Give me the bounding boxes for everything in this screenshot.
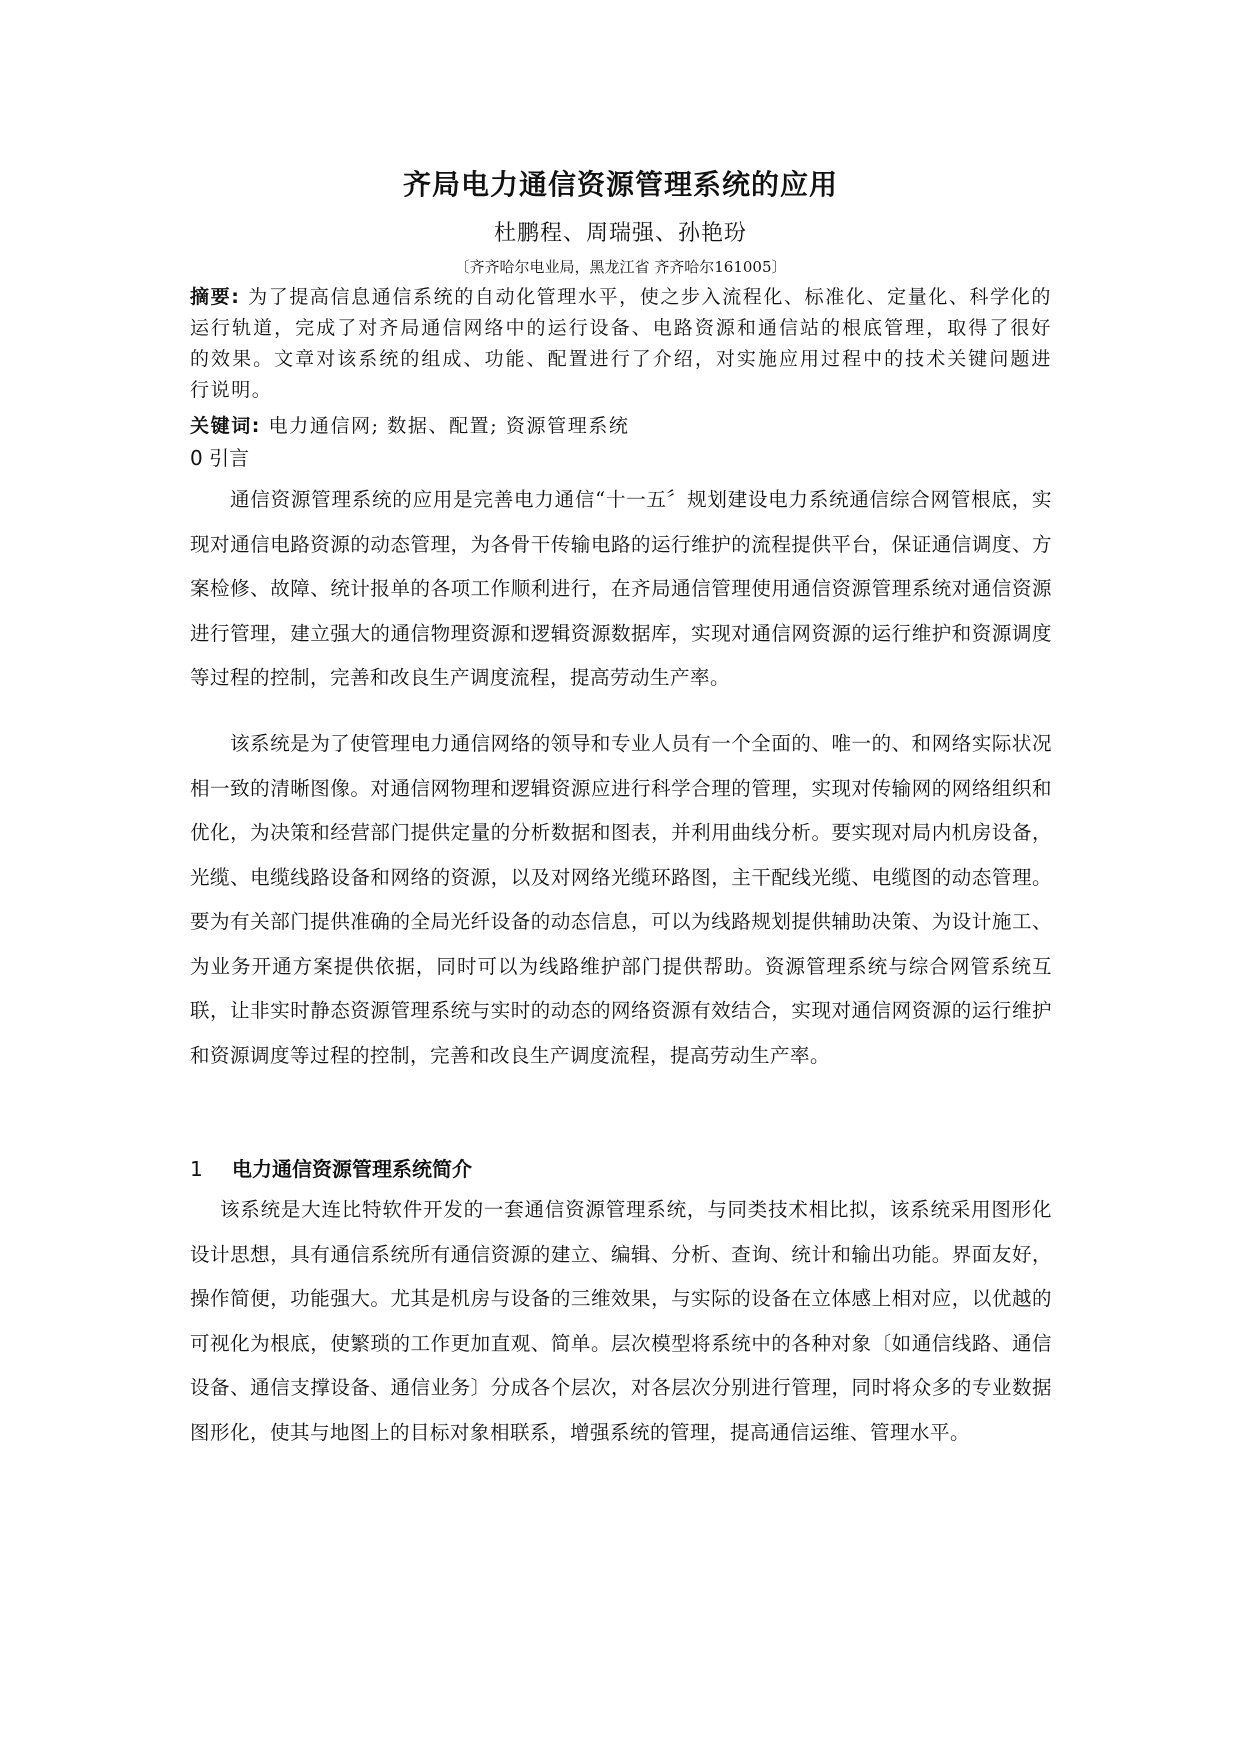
section-title: 电力通信资源管理系统简介 <box>232 1157 472 1181</box>
section-heading-intro: 0 引言 <box>190 446 250 470</box>
keywords-text: 电力通信网; 数据、配置; 资源管理系统 <box>261 415 630 437</box>
abstract <box>190 282 1052 406</box>
keywords <box>190 412 1052 440</box>
keywords-label: 关键词: <box>190 415 261 437</box>
abstract-label: 摘要: <box>190 286 241 308</box>
paragraph: 该系统是为了使管理电力通信网络的领导和专业人员有一个全面的、唯一的、和网络实际状况相一致的清晰图像。对通信网物理和逻辑资源应进行科学合理的管理，实现对传输网的网络组织和优化，为决策和经营部门提供定量的分析数据和图表，并利用曲线分析。要实现对局内机房设备，光缆、电缆线路设备和网络的资源，以及对网络光缆环路图，主干配线光缆、电缆图的动态管理。要为有关部门提供准确的全局光纤设备的动态信息，可以为线路规划提供辅助决策、为设计施工、为业务开通方案提供依据，同时可以为线路维护部门提供帮助。资源管理系统与综合网管系统互联，让非实时静态资源管理系统与实时的动态的网络资源有效结合，实现对通信网资源的运行维护和资源调度等过程的控制，完善和改良生产调度流程，提高劳动生产率。 <box>190 732 1052 1067</box>
abstract-text: 为了提高信息通信系统的自动化管理水平，使之步入流程化、标准化、定量化、科学化的运行轨道，完成了对齐局通信网络中的运行设备、电路资源和通信站的根底管理，取得了很好的效果。文章对该系统的组成、功能、配置进行了介绍，对实施应用过程中的技术关键问题进行说明。 <box>190 286 1052 401</box>
section-number: 1 <box>190 1157 203 1181</box>
page-title: 齐局电力通信资源管理系统的应用 <box>402 168 838 201</box>
paragraph: 通信资源管理系统的应用是完善电力通信“十一五〞规划建设电力系统通信综合网管根底，实现对通信电路资源的动态管理，为各骨干传输电路的运行维护的流程提供平台，保证通信调度、方案检修、故障、统计报单的各项工作顺利进行，在齐局通信管理使用通信资源管理系统对通信资源进行管理，建立强大的通信物理资源和逻辑资源数据库，实现对通信网资源的运行维护和资源调度等过程的控制，完善和改良生产调度流程，提高劳动生产率。 <box>190 488 1052 689</box>
authors: 杜鹏程、周瑞强、孙艳玢 <box>493 221 747 246</box>
affiliation: 〔齐齐哈尔电业局，黑龙江省 齐齐哈尔161005〕 <box>454 258 787 276</box>
paragraph: 该系统是大连比特软件开发的一套通信资源管理系统，与同类技术相比拟，该系统采用图形化设计思想，具有通信系统所有通信资源的建立、编辑、分析、查询、统计和输出功能。界面友好，操作简便，功能强大。尤其是机房与设备的三维效果，与实际的设备在立体感上相对应，以优越的可视化为根底，使繁琐的工作更加直观、简单。层次模型将系统中的各种对象〔如通信线路、通信设备、通信支撑设备、通信业务〕分成各个层次，对各层次分别进行管理，同时将众多的专业数据图形化，使其与地图上的目标对象相联系，增强系统的管理，提高通信运维、管理水平。 <box>190 1198 1052 1444</box>
section-heading <box>190 1155 472 1183</box>
